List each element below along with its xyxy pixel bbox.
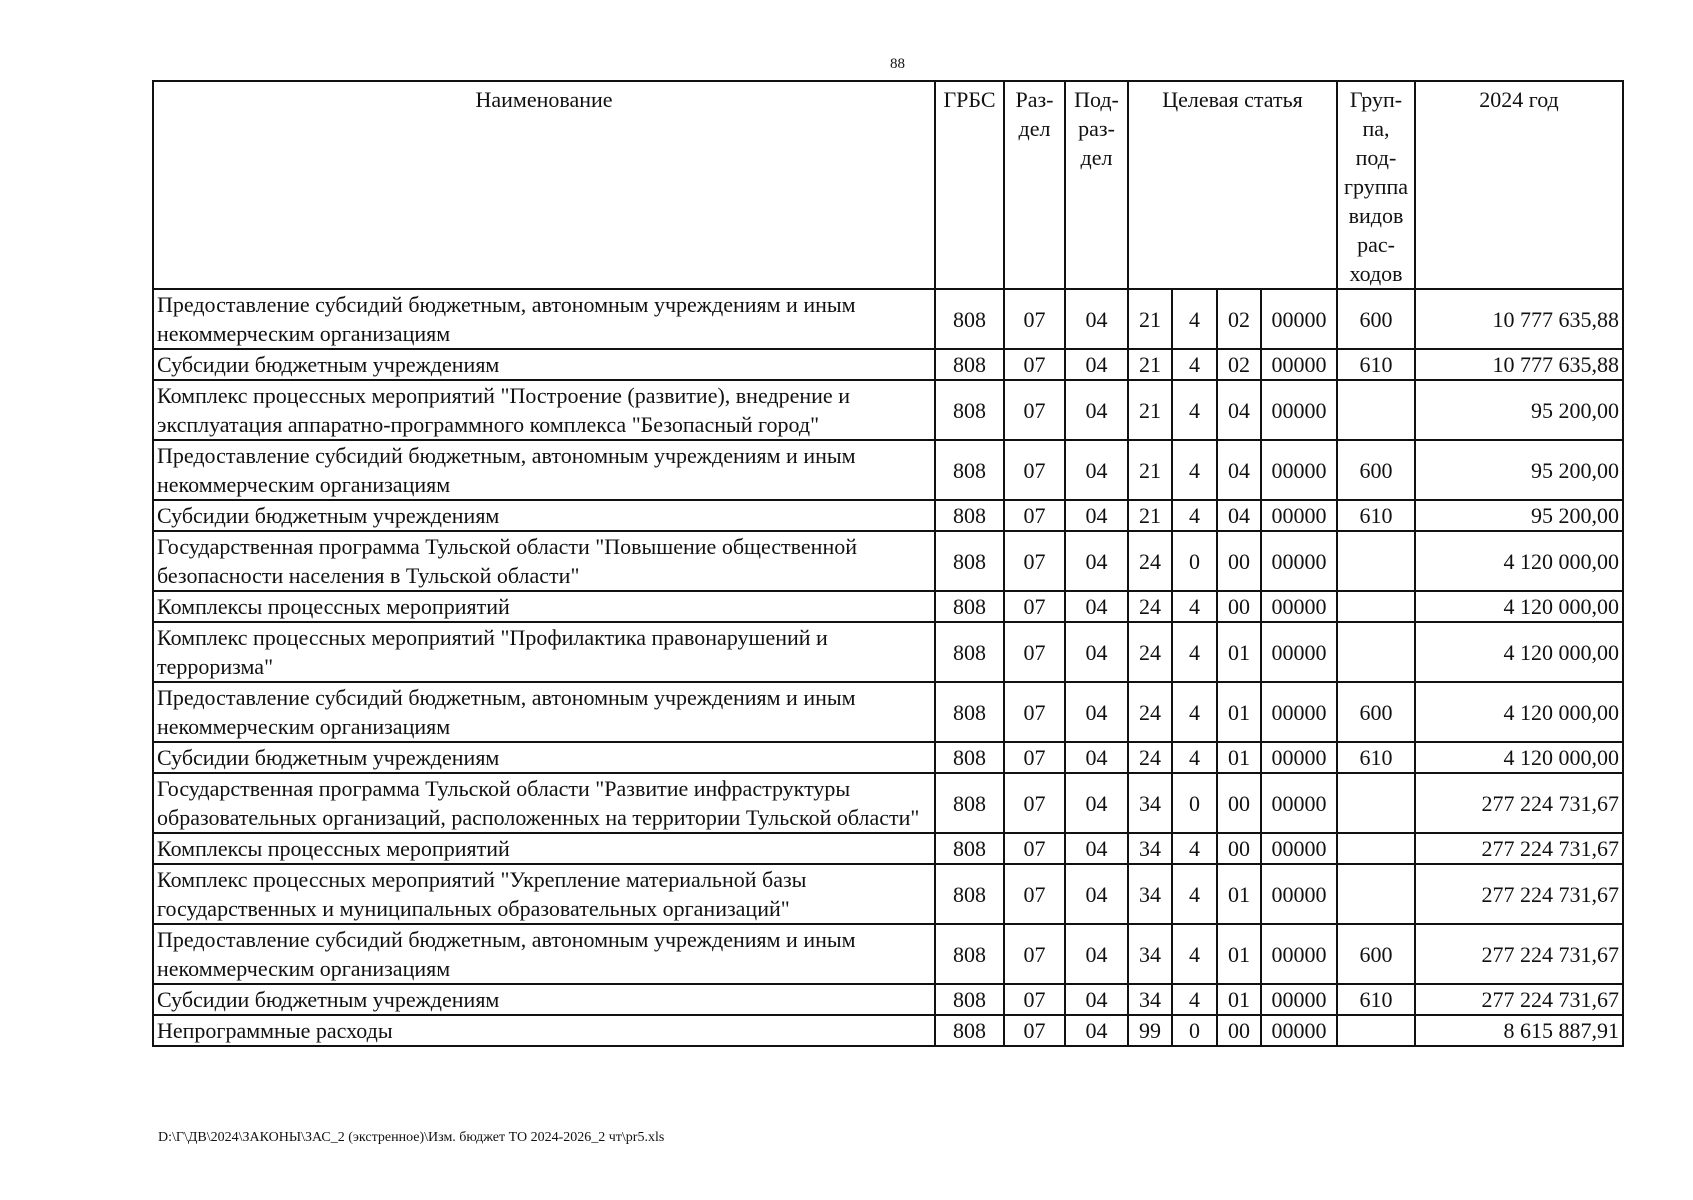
cell-target-type: 4 [1172,591,1217,622]
cell-target-type: 4 [1172,864,1217,924]
cell-name: Предоставление субсидий бюджетным, автономным учреждениям и иным некоммерческим организациям [153,924,935,984]
cell-podrazdel: 04 [1065,742,1128,773]
cell-expense-group [1337,531,1415,591]
cell-target-subprogram: 01 [1217,864,1261,924]
cell-podrazdel: 04 [1065,773,1128,833]
cell-podrazdel: 04 [1065,984,1128,1015]
cell-target-direction: 00000 [1261,591,1337,622]
cell-target-subprogram: 01 [1217,742,1261,773]
cell-amount-2024: 10 777 635,88 [1415,289,1623,349]
cell-grbs: 808 [935,833,1004,864]
cell-target-type: 4 [1172,500,1217,531]
table-row [153,349,1623,380]
cell-target-program: 24 [1128,742,1172,773]
cell-target-subprogram: 02 [1217,349,1261,380]
cell-podrazdel: 04 [1065,682,1128,742]
cell-target-subprogram: 04 [1217,380,1261,440]
cell-razdel: 07 [1004,864,1065,924]
cell-podrazdel: 04 [1065,349,1128,380]
cell-target-subprogram: 02 [1217,289,1261,349]
header-target-article: Целевая статья [1128,81,1337,289]
cell-target-subprogram: 01 [1217,984,1261,1015]
cell-razdel: 07 [1004,531,1065,591]
cell-amount-2024: 4 120 000,00 [1415,531,1623,591]
cell-expense-group [1337,591,1415,622]
cell-name: Субсидии бюджетным учреждениям [153,742,935,773]
cell-target-direction: 00000 [1261,773,1337,833]
header-year-2024: 2024 год [1415,81,1623,289]
table-row [153,833,1623,864]
cell-target-direction: 00000 [1261,742,1337,773]
cell-name: Предоставление субсидий бюджетным, автономным учреждениям и иным некоммерческим организациям [153,682,935,742]
header-grbs: ГРБС [935,81,1004,289]
cell-expense-group [1337,380,1415,440]
cell-target-direction: 00000 [1261,440,1337,500]
cell-podrazdel: 04 [1065,500,1128,531]
header-razdel: Раз- дел [1004,81,1065,289]
cell-amount-2024: 277 224 731,67 [1415,984,1623,1015]
cell-grbs: 808 [935,380,1004,440]
cell-target-direction: 00000 [1261,349,1337,380]
cell-target-program: 34 [1128,864,1172,924]
cell-name: Комплекс процессных мероприятий "Профилактика правонарушений и терроризма" [153,622,935,682]
cell-razdel: 07 [1004,833,1065,864]
cell-target-subprogram: 00 [1217,833,1261,864]
cell-grbs: 808 [935,500,1004,531]
cell-podrazdel: 04 [1065,289,1128,349]
cell-target-type: 4 [1172,682,1217,742]
cell-name: Субсидии бюджетным учреждениям [153,984,935,1015]
cell-amount-2024: 4 120 000,00 [1415,591,1623,622]
cell-target-program: 99 [1128,1015,1172,1046]
cell-target-program: 21 [1128,289,1172,349]
cell-target-program: 24 [1128,682,1172,742]
cell-target-program: 34 [1128,833,1172,864]
cell-grbs: 808 [935,1015,1004,1046]
cell-amount-2024: 277 224 731,67 [1415,864,1623,924]
cell-target-program: 21 [1128,380,1172,440]
cell-target-direction: 00000 [1261,622,1337,682]
cell-expense-group: 600 [1337,682,1415,742]
table-row [153,864,1623,924]
cell-grbs: 808 [935,440,1004,500]
table-row [153,622,1623,682]
cell-podrazdel: 04 [1065,531,1128,591]
cell-razdel: 07 [1004,742,1065,773]
cell-amount-2024: 4 120 000,00 [1415,622,1623,682]
cell-grbs: 808 [935,924,1004,984]
header-podrazdel: Под- раз- дел [1065,81,1128,289]
cell-amount-2024: 95 200,00 [1415,380,1623,440]
cell-grbs: 808 [935,289,1004,349]
cell-grbs: 808 [935,531,1004,591]
table-row [153,742,1623,773]
cell-name: Субсидии бюджетным учреждениям [153,500,935,531]
cell-target-program: 21 [1128,440,1172,500]
cell-target-subprogram: 00 [1217,531,1261,591]
cell-name: Государственная программа Тульской области "Повышение общественной безопасности населения в Тульской области" [153,531,935,591]
table-row [153,591,1623,622]
table-row [153,380,1623,440]
cell-amount-2024: 4 120 000,00 [1415,682,1623,742]
cell-grbs: 808 [935,773,1004,833]
cell-target-direction: 00000 [1261,380,1337,440]
cell-name: Комплексы процессных мероприятий [153,833,935,864]
cell-podrazdel: 04 [1065,924,1128,984]
cell-expense-group [1337,1015,1415,1046]
header-name: Наименование [153,81,935,289]
table-header-row [153,81,1623,289]
cell-expense-group: 600 [1337,289,1415,349]
cell-grbs: 808 [935,349,1004,380]
table-row [153,924,1623,984]
cell-podrazdel: 04 [1065,622,1128,682]
cell-target-type: 4 [1172,622,1217,682]
cell-grbs: 808 [935,984,1004,1015]
cell-name: Государственная программа Тульской области "Развитие инфраструктуры образовательных организаций, расположенных на территории Тульской области" [153,773,935,833]
cell-target-direction: 00000 [1261,531,1337,591]
cell-target-type: 0 [1172,1015,1217,1046]
cell-name: Комплекс процессных мероприятий "Укрепление материальной базы государственных и муниципальных образовательных организаций" [153,864,935,924]
cell-razdel: 07 [1004,440,1065,500]
table-row [153,1015,1623,1046]
cell-target-subprogram: 00 [1217,773,1261,833]
cell-target-type: 0 [1172,773,1217,833]
cell-expense-group: 610 [1337,742,1415,773]
cell-razdel: 07 [1004,349,1065,380]
cell-target-subprogram: 01 [1217,622,1261,682]
cell-grbs: 808 [935,622,1004,682]
table-row [153,500,1623,531]
cell-amount-2024: 277 224 731,67 [1415,924,1623,984]
cell-target-direction: 00000 [1261,1015,1337,1046]
cell-target-program: 34 [1128,924,1172,984]
cell-name: Непрограммные расходы [153,1015,935,1046]
cell-target-type: 4 [1172,924,1217,984]
cell-name: Предоставление субсидий бюджетным, автономным учреждениям и иным некоммерческим организациям [153,440,935,500]
cell-target-subprogram: 00 [1217,1015,1261,1046]
cell-name: Предоставление субсидий бюджетным, автономным учреждениям и иным некоммерческим организациям [153,289,935,349]
cell-razdel: 07 [1004,591,1065,622]
table-row [153,531,1623,591]
cell-target-type: 4 [1172,380,1217,440]
cell-target-subprogram: 04 [1217,440,1261,500]
cell-target-subprogram: 01 [1217,682,1261,742]
cell-expense-group [1337,864,1415,924]
cell-expense-group: 610 [1337,984,1415,1015]
cell-target-type: 4 [1172,742,1217,773]
cell-razdel: 07 [1004,289,1065,349]
cell-expense-group: 610 [1337,349,1415,380]
cell-razdel: 07 [1004,500,1065,531]
cell-expense-group: 600 [1337,440,1415,500]
cell-name: Субсидии бюджетным учреждениям [153,349,935,380]
cell-target-program: 34 [1128,773,1172,833]
cell-amount-2024: 95 200,00 [1415,500,1623,531]
cell-target-direction: 00000 [1261,682,1337,742]
table-row [153,682,1623,742]
cell-target-subprogram: 04 [1217,500,1261,531]
cell-razdel: 07 [1004,1015,1065,1046]
cell-target-type: 0 [1172,531,1217,591]
cell-target-program: 21 [1128,500,1172,531]
cell-target-type: 4 [1172,440,1217,500]
table-row [153,440,1623,500]
table-row [153,773,1623,833]
cell-grbs: 808 [935,742,1004,773]
cell-razdel: 07 [1004,924,1065,984]
cell-expense-group: 600 [1337,924,1415,984]
table-body [153,289,1623,1046]
cell-razdel: 07 [1004,622,1065,682]
cell-target-program: 24 [1128,622,1172,682]
cell-amount-2024: 277 224 731,67 [1415,833,1623,864]
cell-razdel: 07 [1004,682,1065,742]
cell-grbs: 808 [935,682,1004,742]
cell-target-program: 21 [1128,349,1172,380]
cell-target-type: 4 [1172,833,1217,864]
cell-podrazdel: 04 [1065,1015,1128,1046]
page-number: 88 [890,56,905,72]
header-expense-group: Груп- па, под- группа видов рас- ходов [1337,81,1415,289]
cell-podrazdel: 04 [1065,864,1128,924]
cell-razdel: 07 [1004,380,1065,440]
table-row [153,984,1623,1015]
cell-target-subprogram: 00 [1217,591,1261,622]
cell-expense-group [1337,833,1415,864]
table-row [153,289,1623,349]
cell-amount-2024: 95 200,00 [1415,440,1623,500]
cell-target-direction: 00000 [1261,984,1337,1015]
cell-grbs: 808 [935,591,1004,622]
cell-expense-group: 610 [1337,500,1415,531]
cell-amount-2024: 10 777 635,88 [1415,349,1623,380]
cell-name: Комплекс процессных мероприятий "Построение (развитие), внедрение и эксплуатация аппаратно-программного комплекса "Безопасный город" [153,380,935,440]
cell-target-direction: 00000 [1261,924,1337,984]
cell-grbs: 808 [935,864,1004,924]
cell-target-program: 34 [1128,984,1172,1015]
cell-target-direction: 00000 [1261,833,1337,864]
cell-podrazdel: 04 [1065,440,1128,500]
cell-podrazdel: 04 [1065,833,1128,864]
budget-table [152,80,1624,1047]
cell-amount-2024: 8 615 887,91 [1415,1015,1623,1046]
cell-razdel: 07 [1004,773,1065,833]
cell-amount-2024: 277 224 731,67 [1415,773,1623,833]
cell-target-direction: 00000 [1261,289,1337,349]
cell-razdel: 07 [1004,984,1065,1015]
cell-amount-2024: 4 120 000,00 [1415,742,1623,773]
cell-target-type: 4 [1172,984,1217,1015]
cell-target-direction: 00000 [1261,864,1337,924]
cell-expense-group [1337,773,1415,833]
cell-target-direction: 00000 [1261,500,1337,531]
cell-podrazdel: 04 [1065,591,1128,622]
cell-target-program: 24 [1128,591,1172,622]
cell-target-type: 4 [1172,349,1217,380]
cell-target-subprogram: 01 [1217,924,1261,984]
cell-target-program: 24 [1128,531,1172,591]
cell-target-type: 4 [1172,289,1217,349]
cell-podrazdel: 04 [1065,380,1128,440]
footer-file-path: D:\Г\ДВ\2024\ЗАКОНЫ\ЗАС_2 (экстренное)\Изм. бюджет ТО 2024-2026_2 чт\pr5.xls [158,1130,665,1145]
cell-expense-group [1337,622,1415,682]
cell-name: Комплексы процессных мероприятий [153,591,935,622]
